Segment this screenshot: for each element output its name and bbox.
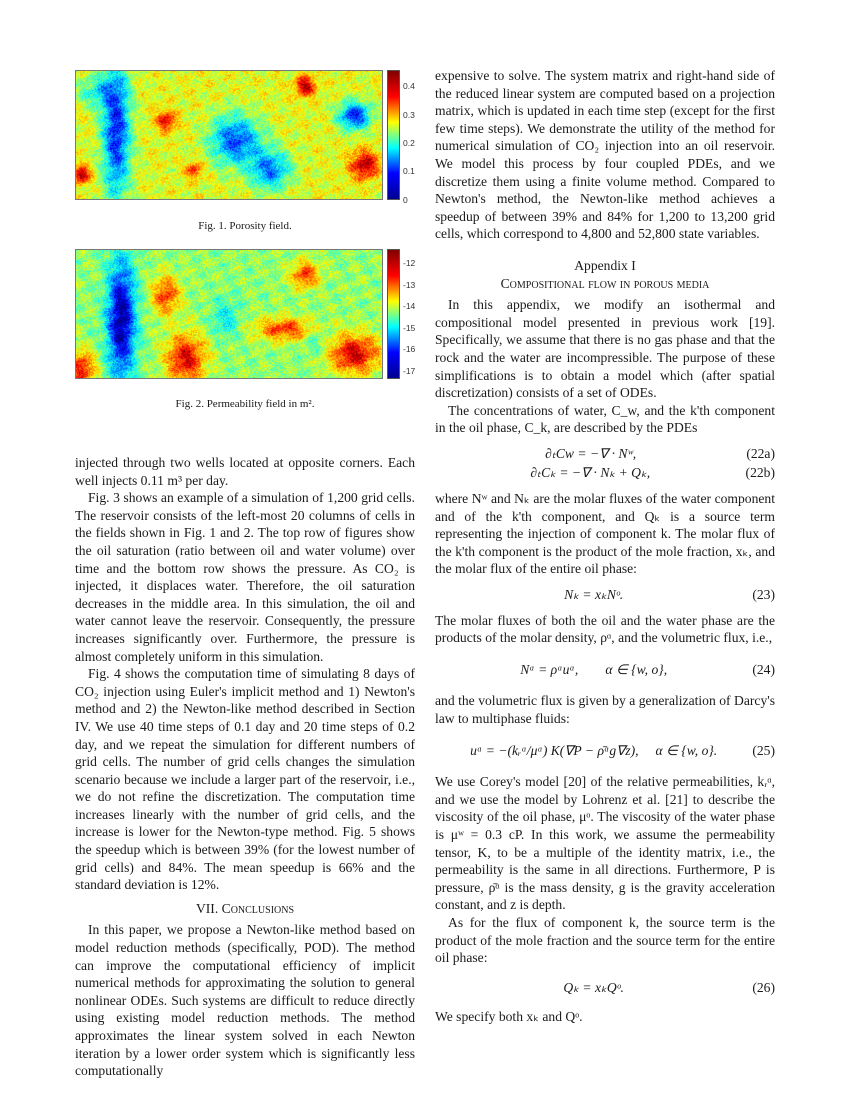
appendix-title: Compositional flow in porous media xyxy=(500,275,710,291)
equation-23 xyxy=(435,586,775,604)
section-heading: VII. Conclusions xyxy=(195,900,295,916)
colorbar-tick: 0.4 xyxy=(403,81,415,91)
equation-body: Nₖ = xₖNᵒ. xyxy=(564,587,624,603)
paragraph: The concentrations of water, C_w, and the k'th component in the oil phase, C_k, are described by the PDEs xyxy=(435,402,775,436)
equation-body: ∂ₜCₖ = −∇ · Nₖ + Qₖ, xyxy=(530,465,651,481)
colorbar-tick: -13 xyxy=(403,280,416,290)
paragraph: where Nʷ and Nₖ are the molar fluxes of the water component and of the k'th component, and Qₖ is a source term representing the injection of component k. The molar flux of the k'th component is the product of the mole fraction, xₖ, and the molar flux of the entire oil phase: xyxy=(435,491,775,577)
figure-caption: Fig. 1. Porosity field. xyxy=(198,220,292,232)
figure-caption: Fig. 2. Permeability field in m². xyxy=(175,398,315,410)
paragraph: In this paper, we propose a Newton-like method based on model reduction methods (specifically, POD). The method can improve the computational efficiency of implicit numerical methods for approximating the solution to general nonlinear ODEs. Such systems are difficult to reduce directly using existing model reduction methods. The method approximates the linear system solved in each Newton iteration by a lower order system which is significantly less computationally xyxy=(75,922,415,1079)
colorbar-tick: 0.3 xyxy=(403,110,415,120)
right-column xyxy=(435,67,775,1026)
equation-22a xyxy=(435,445,775,463)
paragraph: Fig. 4 shows the computation time of simulating 8 days of CO₂ injection using Euler's implicit method and 1) Newton's method and 2) the Newton-like method described in Section IV. We use 40 time steps of 0.1 day and 20 time steps of 0.2 day, and we repeat the simulation for different numbers of grid cells. The number of grid cells changes the simulation scenario because we include a larger part of the reservoir, i.e., we do not refine the discretization. The computation time increases linearly with the number of grid cells, and the increase is lower for the Newton-type method. Fig. 5 shows the speedup which is between 39% (for the lowest number of grid cells) and 84%. The mean speedup is 66% and the standard deviation is 12%. xyxy=(75,666,415,893)
paragraph: As for the flux of component k, the source term is the product of the mole fraction and the source term for the entire oil phase: xyxy=(435,914,775,966)
paragraph: In this appendix, we modify an isothermal and compositional model presented in previous work [19]. Specifically, we assume that there is no gas phase and that the rock and the water are incompressible. The purpose of these simplifications is to obtain a model which (after spatial discretization) consists of a set of ODEs. xyxy=(435,297,775,401)
colorbar-tick: -17 xyxy=(403,366,416,376)
colorbar-tick: -12 xyxy=(403,258,416,268)
permeability-heatmap xyxy=(75,249,383,379)
paragraph: We specify both xₖ and Qᵒ. xyxy=(435,1009,583,1025)
equation-number: (23) xyxy=(752,587,775,603)
colorbar-tick: 0.1 xyxy=(403,166,415,176)
colorbar-tick: -15 xyxy=(403,323,416,333)
equation-25 xyxy=(435,742,775,760)
colorbar-tick: 0 xyxy=(403,195,408,205)
equation-body: Nᵅ = ρᵅuᵅ, α ∈ {w, o}, xyxy=(520,661,668,677)
paragraph: Fig. 3 shows an example of a simulation of 1,200 grid cells. The reservoir consists of the left-most 20 columns of cells in the fields shown in Fig. 1 and 2. The top row of figures show the oil saturation (ratio between oil and water volume) over time and the bottom row shows the pressure. As CO₂ is injected, it displaces water. Therefore, the oil saturation decreases in the middle area. In this simulation, the oil and water cannot leave the reservoir. Consequently, the pressure increases significantly over. Furthermore, the pressure is almost completely uniform in this simulation. xyxy=(75,490,415,664)
paragraph: and the volumetric flux is given by a generalization of Darcy's law to multiphase fluids: xyxy=(435,693,775,726)
equation-number: (25) xyxy=(752,742,775,758)
equation-body: uᵅ = −(kᵣᵅ/μᵅ) K(∇P − ρ̄ᵅg∇z), α ∈ {w, o}. xyxy=(470,742,718,758)
porosity-heatmap xyxy=(75,70,383,200)
paragraph: expensive to solve. The system matrix and right-hand side of the reduced linear system are computed based on a projection matrix, which is updated in each time step (except for the first few time steps). We demonstrate the utility of the method for numerical simulation of CO₂ injection into an oil reservoir. We model this process by four coupled PDEs, and we discretize them using a finite volume method. Compared to Newton's method, the Newton-like method achieves a speedup of between 39% and 84% for 1,200 to 13,200 grid cells, which correspond to 4,800 and 52,800 state variables. xyxy=(435,68,775,242)
equation-22b xyxy=(435,464,775,482)
equation-24 xyxy=(435,661,775,679)
equation-body: ∂ₜCw = −∇ · Nʷ, xyxy=(545,445,637,461)
equation-26 xyxy=(435,979,775,997)
colorbar-tick: -16 xyxy=(403,344,416,354)
paragraph: We use Corey's model [20] of the relative permeabilities, kᵣᵅ, and we use the model by Lohrenz et al. [21] to describe the viscosity of the oil phase, μᵒ. The viscosity of the water phase is μʷ = 0.3 cP. In this work, we assume the permeability tensor, K, to be a multiple of the identity matrix, i.e., the permeability is the same in all directions. Furthermore, P is pressure, ρ̄ᵅ is the mass density, g is the gravity acceleration constant, and z is depth. xyxy=(435,774,775,913)
porosity-colorbar xyxy=(387,70,400,200)
left-column xyxy=(75,454,415,1080)
colorbar-tick: 0.2 xyxy=(403,138,415,148)
permeability-colorbar xyxy=(387,249,400,379)
appendix-heading: Appendix I xyxy=(574,257,636,273)
equation-number: (24) xyxy=(752,661,775,677)
equation-number: (26) xyxy=(752,979,775,995)
paragraph: The molar fluxes of both the oil and the water phase are the products of the molar density, ρᵅ, and the volumetric flux, i.e., xyxy=(435,612,775,646)
equation-body: Qₖ = xₖQᵒ. xyxy=(563,979,624,995)
equation-number: (22a) xyxy=(746,445,775,461)
colorbar-tick: -14 xyxy=(403,301,416,311)
paragraph: injected through two wells located at opposite corners. Each well injects 0.11 m³ per day. xyxy=(75,455,415,488)
equation-number: (22b) xyxy=(745,465,775,481)
